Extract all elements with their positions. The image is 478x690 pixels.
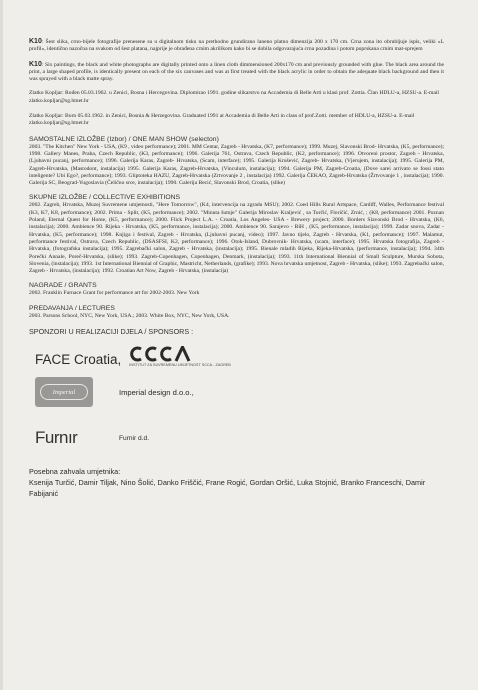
furnir-logo: Furnır: [35, 428, 78, 448]
section-body: 2003. "The Kitchen" New York - USA, (K9 , video performance); 2001. MM Centar, Zagreb - Hrvatska, (K7, performance); 1999. Muzej, Slavonski Brod- Hrvatska, (K5, performance); 1998. Gallery Manes, Praha, Czech Republic, (K3, performance); 1996. Galerija 761, Ostrava, Czech Republic, (K2, performance); 1996. Otvoreni prostor, Zagreb - Hrvatska, (Ljubavni pucanj, performance); 1996. Galerija Karas, Zagreb- Hrvatska, (Scam, interface); 1995. Galerija Krušević, Zagreb- Hrvatska, (Vjerujem, instalacija); 1995. Galerija PM, Zagreb-Hrvatska, (Mastodont, instalacija) 1995. Galerija Karas, Zagreb-Hrvatska, (Vinculum, instalacija); 1994. Galerija PM, Zagreb-Croatia, (Dove sarei arrivato se fossi stato inteligente? Ubi Ego?, performance); 1993. Gliptoteka HAZU, Zagreb-Hrvatska (Zrtvovanje 2 , instalacija) 1992. Galerija ČEKAO, Zagreb-Hrvatska (Žrtvovanje 1 , instalacija); 1990. Galerija SC, Beograd-Yugoslavia (Čelično srce, instalacija); 1990. Galerija Becić, Slavonski Brod, Croatia, (slike): [29, 143, 444, 187]
section-one-man-show: [29, 136, 444, 188]
section-title: SAMOSTALNE IZLOŽBE (Izbor) / ONE MAN SHOW (selecton): [29, 135, 219, 143]
furnir-label: Furnir d.d.: [119, 434, 150, 442]
intro-english-text: : Six paintings, the black and white photographs are digitally printed onto a linen cloth dimmensioned 200x170 cm and previously grounded with glue. The black area around the print, a large shaped profile, is identically present on each of the six canvases and was at first treated with the black acrylic in order to obtain the adequate black background and then it was sprayed with a black matte spray.: [29, 61, 444, 83]
work-label: K10: [29, 38, 42, 45]
thanks-title: Posebna zahvala umjetnika:: [29, 467, 121, 477]
section-title: NAGRADE / GRANTS: [29, 282, 97, 290]
bio-croatian: Zlatko Kopljar: Rođen 05.03.1962. u Zenici, Bosna i Hercegovina. Diplomirao 1991. godine slikarstvo na Accademia di Belle Arti u klasi prof. Zottia. Član HDLU-a, HZSU-a. E-mail zlatko.kopljar@sg.htnet.hr: [29, 90, 439, 104]
intro-croatian: [29, 38, 444, 54]
scca-subtitle: INSTITUT ZA SUVREMENU UMJETNOST SCCA - ZAGREB: [129, 363, 231, 368]
bio-english: Zlatko Kopljar: Born 05.03.1962. in Zenici, Bosnia & Herzegovina. Graduated 1991 at Accademia di Belle Arti in class of prof.Zotti. member of HDLU-a, HZSU-a. E-mail zlatko.kopljar@sg.htnet.hr: [29, 113, 415, 127]
section-body: 2003. Parsons School, NYC, New York, USA.; 2003. White Box, NYC, New York, USA.: [29, 312, 230, 319]
sponsor-face-scca: [35, 346, 444, 367]
section-body: 2002. Zagreb, Hrvatska, Muzej Suvremene umjetnosti, "Here Tomorrow", (K4, intervencija na zgradu MSU); 2002. Coed Hills Rural Artspace, Cardiff, Walles, Performance festival (K3, K7, K8, performance); 2002. Prima - Split, (K5, performance); 2002. "Minuta šutnje" Galerija Miroslav Kraljević , sa Turčić, Floričić, Zrnić, ; (K8, performance) 2001. Poznan Poland, Eternal Quest for Home, (K5, performance); 2000. Flick Project L.A. - Croatia, Los Angeles- USA - Brewery project; 2000. Borders Slavonski Brod - Hrvatska, (K6, instalacija); 2000. Ambience 90. Rijeka - Hrvatska, (K5, performance, instalacija); 2000. Ambience 90. Sarajevo - BiH , (K5, performance, instalacija); 1999. Zadar snova, Zadar - Hrvatska, (K5, performance); 1998. Knjiga i festival, Zagreb - Hrvatska, (Ljubavni pucanj, video); 1997. Javno tijelo, Zagreb - Hrvatska, (K1, performance); 1997. Malamut, performance festival, Ostrava, Czech Republic, (DSASFSI, K2, performance); 1996. Otok-Island, Dubrovnik- Hrvatska, (scam, interface); 1995. Hrvatska fotografija, Zagreb - Hrvatska, (fotografska instalacija); 1995. Zagrebački salon, Zagreb - Hrvatska, (instalacija); 1995. Bienale mladih Rijeka, Rijeka-Hrvatska, (performance, instalacija); 1994. 34th Porečki Annale, Poreč-Hrvatska, (slike); 1993. Zagreb-Copenhagen, Copenhagen, Denmark, (instalacija); 1993. 11th International Biennial of Small Sculpture, Murska Sobota, Slovenia, (instalacija); 1993. 1st International Biennial of Graphic, Mastricht, Netherlands, (grafike); 1993. Nova hrvatska umjetnost, Zagreb - Hrvatska, (slike); 1993. Zagrebački salon, Zagreb - Hrvatska, (instalacija); 1992. Croatian Art Now, Zagreb - Hrvatska, (instalacija): [29, 202, 444, 275]
thanks-body: Ksenija Turčić, Damir Tiljak, Nino Šolić, Danko Friščić, Frane Rogić, Gordan Oršić, Luka Stojnić, Branko Franceschi, Damir Fabijanić: [29, 478, 426, 498]
work-label: K10: [29, 60, 42, 68]
sponsor-furnir: [35, 428, 444, 448]
section-lectures: [29, 305, 444, 320]
section-body: 2002. Franklin Furnace Grant for performance art for 2002-2003. New York: [29, 290, 200, 297]
scca-logo: [129, 346, 191, 362]
section-title: PREDAVANJA / LECTURES: [29, 304, 115, 312]
imperial-logo: [35, 377, 93, 407]
page-edge: [0, 0, 3, 690]
section-title: SKUPNE IZLOŽBE / COLLECTIVE EXHIBITIONS: [29, 194, 181, 202]
imperial-label: Imperial design d.o.o.,: [119, 387, 194, 397]
section-collective-exhibitions: [29, 194, 444, 275]
scca-logo-block: [129, 346, 231, 367]
imperial-logo-text: Imperial: [40, 384, 88, 400]
face-croatia-text: FACE Croatia,: [35, 352, 122, 368]
intro-english: [29, 61, 444, 84]
section-grants: [29, 282, 444, 297]
sponsor-imperial: [35, 377, 444, 407]
intro-croatian-text: : Šest slika, crno-bijele fotografije prenesene su u digitalnom tisku na prethodno grundirano laneno platno dimenzija 200 x 170 cm. Crna zona ito obrubljuje ispis, veliki »L profil«, identično nazočna na svakom od šest platana, najprije je obrađena crnim akrilikom kako bi se dobila odgovarajuća crna pozadina i potom poprskana crnim mat-sprejem: [29, 39, 444, 53]
sponsors-title: SPONZORI U REALIZACIJI DJELA / SPONSORS :: [29, 327, 194, 337]
